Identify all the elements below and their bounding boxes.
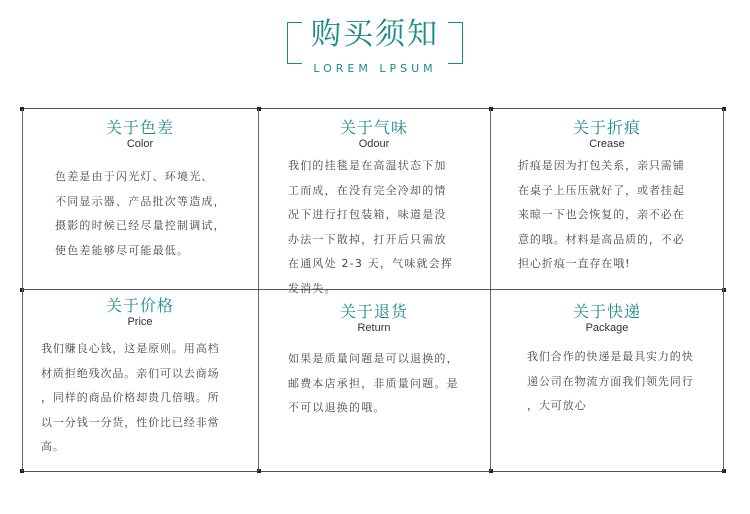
cell-body [258, 347, 490, 421]
cell-package [490, 303, 724, 419]
cell-crease [490, 119, 724, 277]
cell-subtitle: Color [126, 138, 154, 150]
cell-line: 折痕是因为打包关系，亲只需铺 [518, 159, 685, 172]
cell-title: 关于快递 [572, 302, 641, 321]
cell-body [258, 154, 490, 301]
page-subtitle: LOREM LPSUM [313, 62, 437, 75]
cell-line: 使色差能够尽可能最低。 [55, 243, 190, 257]
cell-line: 发消失。 [288, 281, 337, 295]
cell-line: 摄影的时候已经尽量控制调试， [55, 219, 226, 232]
cell-body [22, 165, 258, 263]
cell-odour [258, 119, 490, 301]
cell-title: 关于退货 [339, 302, 408, 321]
cell-line: 工而成，在没有完全冷却的情 [288, 183, 447, 197]
cell-line: 我们合作的快递是最具实力的快 [527, 350, 694, 363]
cell-title: 关于气味 [339, 118, 408, 137]
cell-line: 况下进行打包装箱，味道是没 [288, 208, 447, 221]
cell-line: 在通风处 2-3 天，气味就会挥 [288, 257, 454, 270]
cell-subtitle: Odour [358, 138, 390, 150]
cell-line: 办法一下散掉，打开后只需放 [288, 232, 447, 246]
cell-line: 递公司在物流方面我们领先同行 [527, 374, 694, 388]
title-block [287, 14, 463, 75]
cell-subtitle: Crease [589, 138, 625, 150]
cell-subtitle: Price [127, 316, 153, 328]
cell-line: 我们的挂毯是在高温状态下加 [288, 159, 447, 172]
cell-color [22, 119, 258, 263]
cell-line: 如果是质量问题是可以退换的， [288, 352, 459, 365]
cell-line: 在桌子上压压就好了，或者挂起 [518, 183, 685, 197]
page-title: 购买须知 [311, 17, 439, 52]
cell-line: 材质拒绝残次品。亲们可以去商场 [41, 366, 220, 380]
cell-line: ，大可放心 [527, 399, 587, 412]
cell-body [22, 337, 258, 460]
cell-line: 来晾一下也会恢复的，亲不必在 [518, 208, 685, 221]
cell-line: 高。 [41, 440, 65, 453]
cell-title: 关于折痕 [572, 118, 641, 137]
cell-line: 我们赚良心钱，这是原则。用高档 [41, 342, 220, 355]
cell-return [258, 303, 490, 421]
cell-line: 意的哦。材料是高品质的，不必 [518, 232, 685, 246]
cell-price [22, 297, 258, 460]
cell-line: 以一分钱一分货，性价比已经非常 [41, 415, 220, 429]
cell-line: ，同样的商品价格却贵几倍哦。所 [41, 391, 220, 404]
info-grid [22, 108, 724, 472]
cell-body [490, 345, 724, 419]
cell-subtitle: Package [585, 322, 629, 334]
cell-body [490, 154, 724, 277]
cell-subtitle: Return [357, 322, 391, 334]
cell-line: 色差是由于闪光灯、环境光、 [55, 170, 214, 183]
cell-title: 关于色差 [105, 118, 174, 137]
page-header [0, 0, 750, 90]
cell-line: 邮费本店承担，非质量问题。是 [288, 376, 459, 390]
cell-line: 不同显示器、产品批次等造成， [55, 194, 226, 208]
cell-title: 关于价格 [105, 296, 174, 315]
cell-line: 担心折痕一直存在哦! [518, 257, 631, 270]
cell-line: 不可以退换的哦。 [288, 401, 386, 414]
